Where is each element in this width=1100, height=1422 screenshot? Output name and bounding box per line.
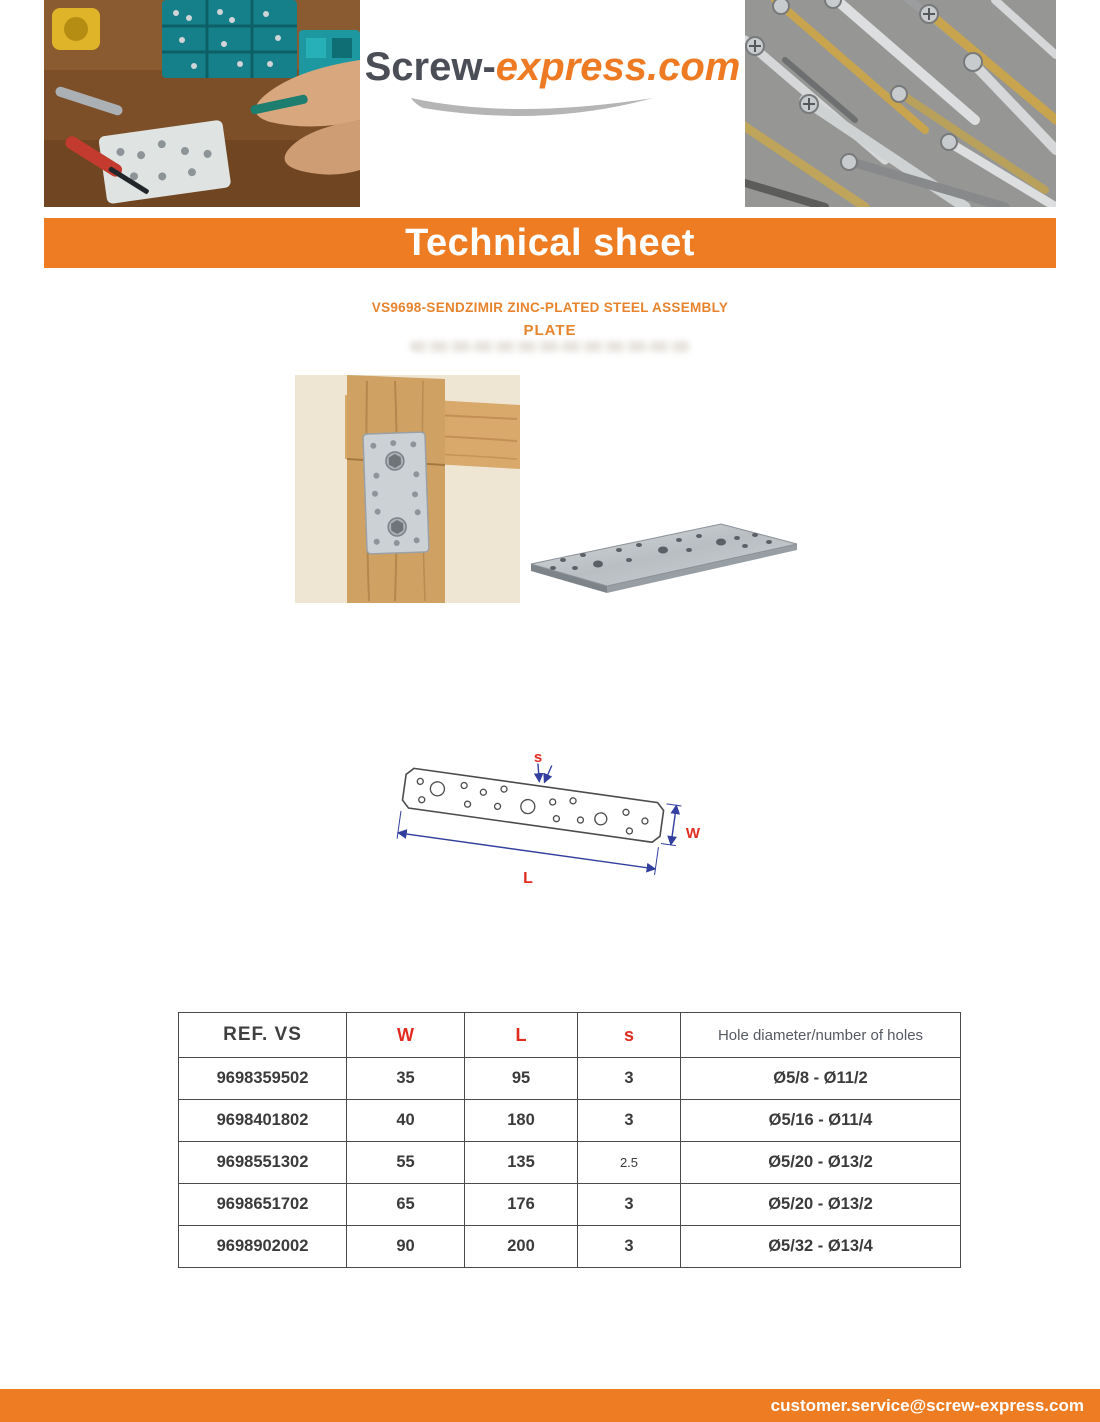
- cell-l: 180: [465, 1100, 578, 1142]
- table-row: [179, 1100, 961, 1142]
- cell-w: 40: [347, 1100, 465, 1142]
- screws-photo-art: [745, 0, 1056, 207]
- cell-l: 95: [465, 1058, 578, 1100]
- header-l: L: [465, 1013, 578, 1058]
- header-ref: REF. VS: [179, 1013, 347, 1058]
- cell-l: 176: [465, 1184, 578, 1226]
- blurred-watermark: [410, 341, 690, 352]
- workbench-photo-art: [44, 0, 360, 207]
- cell-ref: 9698902002: [179, 1226, 347, 1268]
- cell-w: 90: [347, 1226, 465, 1268]
- cell-s: 3: [578, 1184, 681, 1226]
- cell-ref: 9698359502: [179, 1058, 347, 1100]
- cell-l: 135: [465, 1142, 578, 1184]
- cell-ref: 9698401802: [179, 1100, 347, 1142]
- diagram-label-s: s: [533, 749, 543, 766]
- screws-photo: [745, 0, 1056, 207]
- cell-w: 65: [347, 1184, 465, 1226]
- cell-holes: Ø5/16 - Ø11/4: [681, 1100, 961, 1142]
- plate-render: [523, 512, 808, 604]
- footer-bar: [0, 1389, 1100, 1422]
- cell-holes: Ø5/8 - Ø11/2: [681, 1058, 961, 1100]
- installation-illustration-art: [295, 375, 520, 603]
- table-header-row: [179, 1013, 961, 1058]
- banner-title: Technical sheet: [44, 218, 1056, 268]
- footer-email[interactable]: customer.service@screw-express.com: [770, 1396, 1084, 1415]
- diagram-label-w: W: [685, 825, 701, 842]
- cell-s: 3: [578, 1100, 681, 1142]
- dimension-diagram-art: [388, 748, 708, 903]
- cell-s: 2.5: [578, 1142, 681, 1184]
- cell-s: 3: [578, 1058, 681, 1100]
- cell-w: 55: [347, 1142, 465, 1184]
- workbench-photo: [44, 0, 360, 207]
- cell-holes: Ø5/20 - Ø13/2: [681, 1142, 961, 1184]
- product-title-line2: PLATE: [523, 322, 577, 339]
- product-title-line1: VS9698-SENDZIMIR ZINC-PLATED STEEL ASSEMBLY: [371, 300, 729, 315]
- cell-w: 35: [347, 1058, 465, 1100]
- cell-ref: 9698551302: [179, 1142, 347, 1184]
- dimension-diagram: [388, 748, 708, 903]
- table-row: [179, 1058, 961, 1100]
- installation-illustration: [295, 375, 520, 603]
- table-row: [179, 1226, 961, 1268]
- table-row: [179, 1142, 961, 1184]
- spec-table: [178, 1012, 961, 1268]
- logo-part-dark: Screw-: [364, 45, 496, 89]
- cell-holes: Ø5/20 - Ø13/2: [681, 1184, 961, 1226]
- logo: [360, 45, 745, 185]
- diagram-label-l: L: [523, 870, 533, 887]
- header-s: s: [578, 1013, 681, 1058]
- cell-l: 200: [465, 1226, 578, 1268]
- cell-holes: Ø5/32 - Ø13/4: [681, 1226, 961, 1268]
- header-holes: Hole diameter/number of holes: [681, 1013, 961, 1058]
- cell-s: 3: [578, 1226, 681, 1268]
- table-row: [179, 1184, 961, 1226]
- logo-part-orange: express.com: [495, 45, 741, 89]
- logo-swoosh: [403, 90, 703, 118]
- plate-render-art: [523, 512, 808, 604]
- header-w: W: [347, 1013, 465, 1058]
- logo-text: [360, 45, 745, 90]
- cell-ref: 9698651702: [179, 1184, 347, 1226]
